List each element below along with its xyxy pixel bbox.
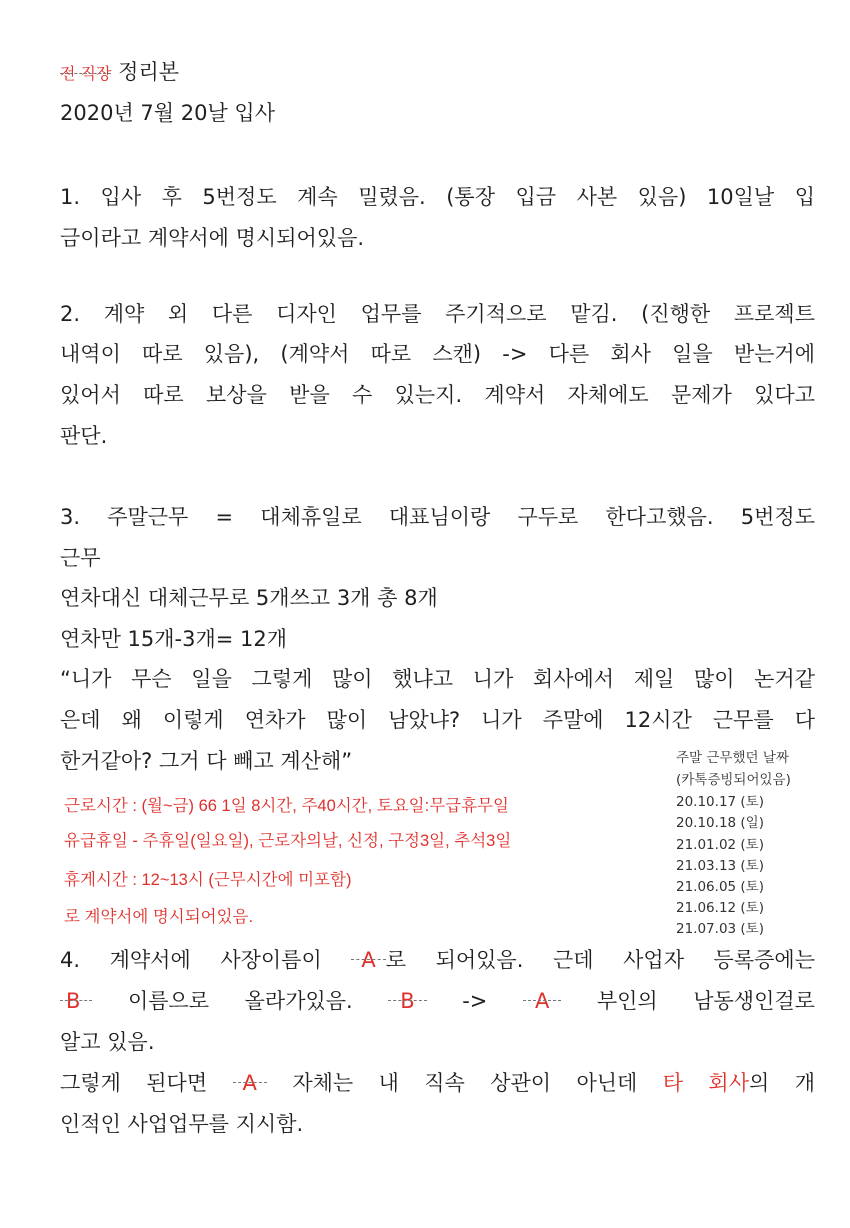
contract-note-hours: 근로시간 : (월~금) 66 1일 8시간, 주40시간, 토요일:무급휴무일 [64,797,509,815]
item4-text: 의 개 [749,1071,815,1095]
item4-line4 [60,1069,815,1097]
item2-line4: 판단. [60,424,108,448]
redacted-name-b: B [60,987,92,1015]
item4-line1 [60,946,815,974]
item4-text: -> [462,989,488,1013]
item4-text: 로 되어있음. 근데 사업자 등록증에는 [385,948,815,972]
other-company-label: 타 회사 [662,1071,750,1095]
contract-note-stated: 로 계약서에 명시되어있음. [64,908,254,926]
item1-line2: 금이라고 계약서에 명시되어있음. [60,226,365,250]
item4-line2 [60,987,815,1015]
join-date: 2020년 7월 20날 입사 [60,101,275,125]
weekend-dates-subtitle: (카톡증빙되어있음) [676,772,791,788]
item4-text: 그렇게 된다면 [60,1071,208,1095]
weekend-date: 21.07.03 (토) [676,921,764,937]
weekend-date: 21.03.13 (토) [676,858,764,874]
item3-quote-line3: 한거같아? 그거 다 빼고 계산해” [60,749,353,773]
item3-line4: 연차만 15개-3개= 12개 [60,627,288,651]
item4-text: 4. 계약서에 사장이름이 [60,948,322,972]
item2-line2: 내역이 따로 있음), (계약서 따로 스캔) -> 다른 회사 일을 받는거에 [60,342,815,366]
redacted-name-a: A [351,946,385,974]
item4-line5: 인적인 사업업무를 지시함. [60,1112,304,1136]
item1-line1: 1. 입사 후 5번정도 계속 밀렸음. (통장 입금 사본 있음) 10일날 입 [60,185,815,209]
item3-quote-line1: “니가 무슨 일을 그렇게 많이 했냐고 니가 회사에서 제일 많이 논거같 [60,667,815,691]
item4-text: 부인의 남동생인걸로 [596,989,815,1013]
item4-text: 이름으로 올라가있음. [127,989,353,1013]
item4-line3: 알고 있음. [60,1030,155,1054]
weekend-dates-title: 주말 근무했던 날짜 [676,750,789,766]
redacted-workplace: 전 직장 [60,60,111,88]
item2-line3: 있어서 따로 보상을 받을 수 있는지. 계약서 자체에도 문제가 있다고 [60,383,815,407]
contract-note-break: 휴게시간 : 12~13시 (근무시간에 미포함) [64,871,352,889]
weekend-date: 20.10.18 (일) [676,815,764,831]
title-text: 정리본 [118,60,180,84]
weekend-date: 21.01.02 (토) [676,837,764,853]
contract-note-holidays: 유급휴일 - 주휴일(일요일), 근로자의날, 신정, 구정3일, 추석3일 [64,832,512,850]
item2-line1: 2. 계약 외 다른 디자인 업무를 주기적으로 맡김. (진행한 프로젝트 [60,302,815,326]
item3-quote-line2: 은데 왜 이렇게 연차가 많이 남았냐? 니가 주말에 12시간 근무를 다 [60,708,815,732]
item3-line3: 연차대신 대체근무로 5개쓰고 3개 총 8개 [60,586,438,610]
weekend-date: 21.06.05 (토) [676,879,764,895]
item3-line2: 근무 [60,546,101,570]
item4-text: 자체는 내 직속 상관이 아닌데 [292,1071,638,1095]
redacted-name-b: B [388,987,426,1015]
weekend-date: 21.06.12 (토) [676,900,764,916]
item3-line1: 3. 주말근무 = 대체휴일로 대표님이랑 구두로 한다고했음. 5번정도 [60,505,815,529]
document-title [60,58,179,88]
redacted-name-a: A [233,1069,267,1097]
weekend-date: 20.10.17 (토) [676,794,764,810]
redacted-name-a: A [523,987,561,1015]
